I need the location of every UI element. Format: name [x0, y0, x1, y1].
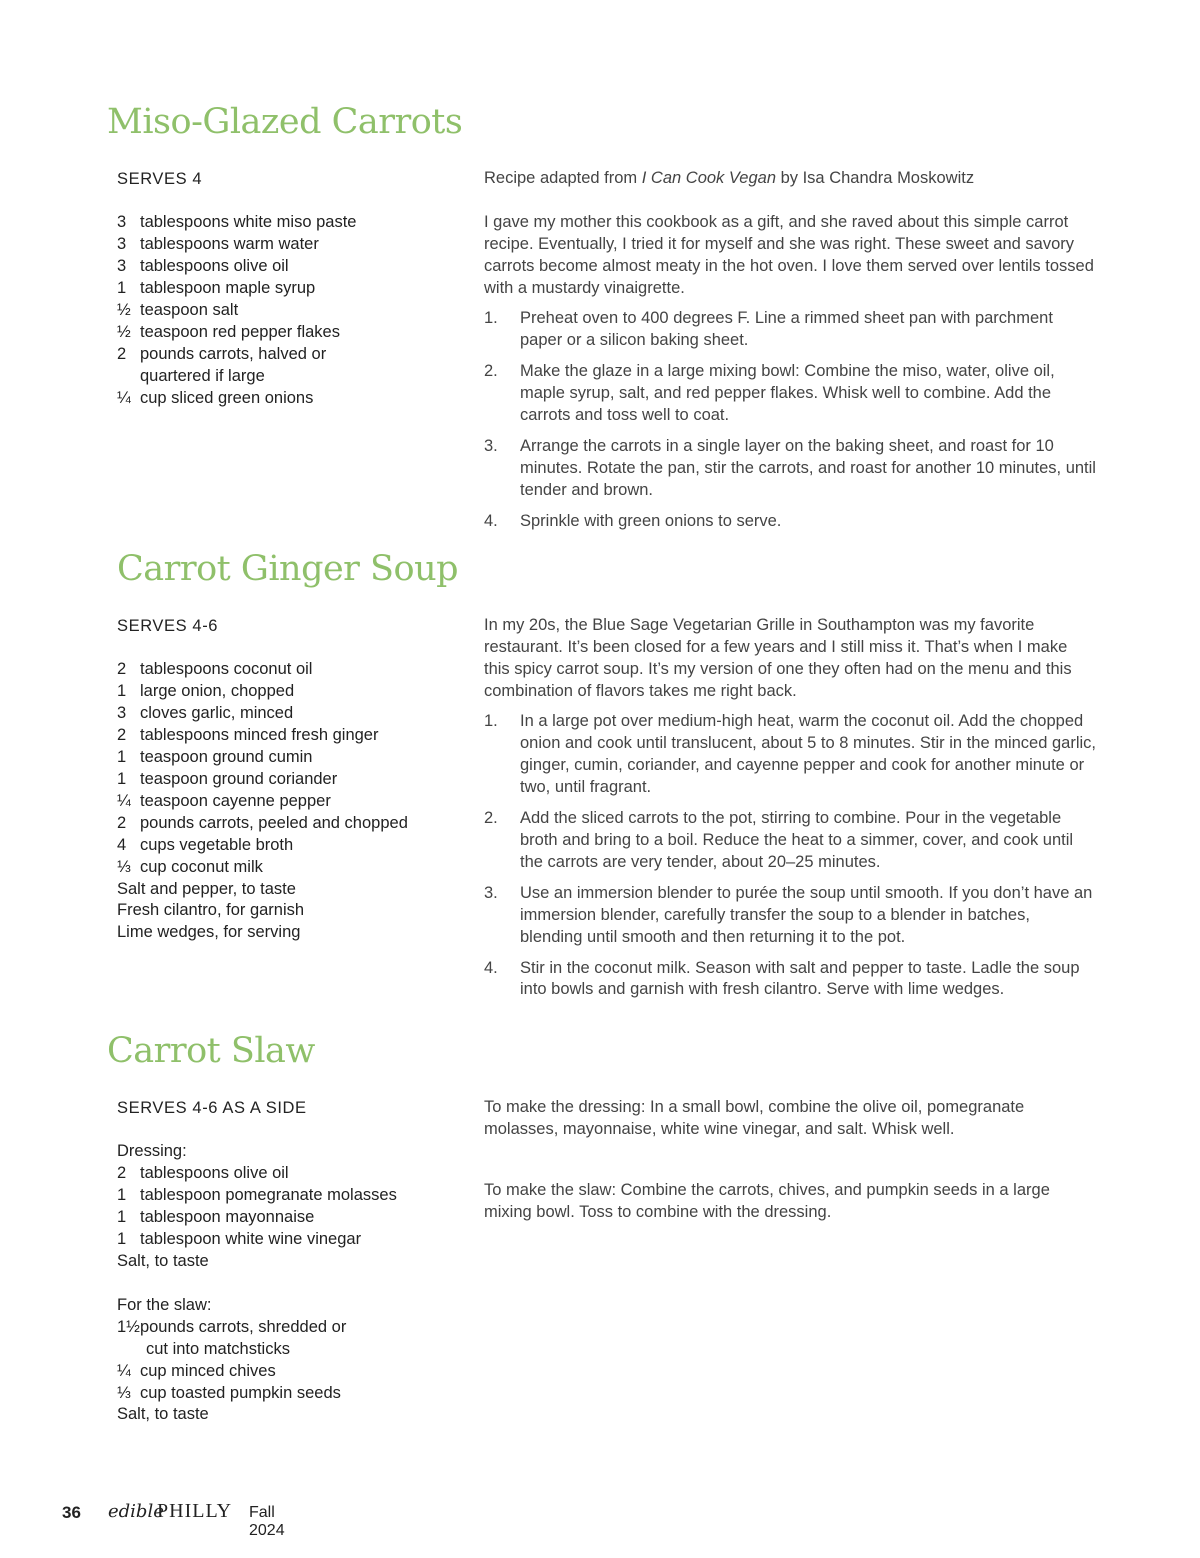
- recipe-steps: [484, 711, 1096, 1010]
- ingredient-item: ¼ cup minced chives: [117, 1361, 276, 1380]
- recipe-title: Carrot Slaw: [107, 1031, 315, 1071]
- ingredient-item: 1½ pounds carrots, shredded or: [117, 1317, 347, 1336]
- ingredient-item: ¼ teaspoon cayenne pepper: [117, 791, 331, 810]
- ingredient-item: Fresh cilantro, for garnish: [117, 901, 305, 920]
- step-item: 4. Stir in the coconut milk. Season with salt and pepper to taste. Ladle the soup into bowls and garnish with fresh cilantro. Serve with lime wedges.: [484, 958, 1080, 999]
- page-number: 36: [62, 1503, 81, 1522]
- step-item: 2. Add the sliced carrots to the pot, stirring to combine. Pour in the vegetable broth and bring to a boil. Reduce the heat to a simmer, cover, and cook until the carrots are very tender, about 20–25 minutes.: [484, 808, 1074, 871]
- ingredient-item: 2 tablespoons coconut oil: [117, 660, 313, 678]
- step-item: 2. Make the glaze in a large mixing bowl: Combine the miso, water, olive oil, maple syrup, salt, and red pepper flakes. Whisk well to combine. Add the carrots and toss well to coat.: [484, 361, 1055, 424]
- ingredient-item: ⅓ cup coconut milk: [117, 857, 263, 876]
- ingredient-item: 1 teaspoon ground cumin: [117, 747, 313, 766]
- recipe-title: Miso-Glazed Carrots: [107, 102, 463, 142]
- step-item: 4. Sprinkle with green onions to serve.: [484, 511, 782, 530]
- recipe-steps: [484, 308, 1096, 542]
- dressing-heading: Dressing:: [117, 1142, 187, 1160]
- serves-label: SERVES 4-6: [117, 617, 219, 635]
- slaw-heading: For the slaw:: [117, 1295, 212, 1314]
- ingredient-item: Salt, to taste: [117, 1251, 209, 1270]
- ingredient-item: 2 tablespoons olive oil: [117, 1163, 289, 1182]
- ingredient-item: 3 tablespoons olive oil: [117, 256, 289, 275]
- ingredient-item: 1 tablespoon pomegranate molasses: [117, 1185, 397, 1204]
- ingredient-item: ½ teaspoon red pepper flakes: [117, 322, 340, 341]
- recipe-intro: In my 20s, the Blue Sage Vegetarian Grille in Southampton was my favorite restaurant. It’s been closed for a few years and I still miss it. That’s when I make this spicy carrot soup. It’s my version of one they often had on the menu and this combination of flavors takes me right back.: [484, 616, 1072, 700]
- ingredient-item: 1 teaspoon ground coriander: [117, 769, 338, 788]
- ingredient-item: 2 pounds carrots, peeled and chopped: [117, 813, 408, 832]
- method-paragraph: To make the slaw: Combine the carrots, chives, and pumpkin seeds in a large mixing bowl. Toss to combine with the dressing.: [484, 1181, 1050, 1221]
- magazine-logo-philly: PHILLY: [157, 1500, 233, 1522]
- serves-label: SERVES 4-6 AS A SIDE: [117, 1099, 307, 1117]
- ingredient-item: 1 tablespoon white wine vinegar: [117, 1229, 362, 1248]
- ingredient-item: 1 tablespoon maple syrup: [117, 278, 316, 297]
- ingredient-item: 3 cloves garlic, minced: [117, 703, 294, 722]
- recipe-source: Recipe adapted from I Can Cook Vegan by Isa Chandra Moskowitz: [484, 169, 975, 187]
- ingredient-item: 1 large onion, chopped: [117, 681, 295, 700]
- step-item: 1. In a large pot over medium-high heat, warm the coconut oil. Add the chopped onion and cook until translucent, about 5 to 8 minutes. Stir in the minced garlic, ginger, cumin, coriander, and cayenne pepper and cook for another minute or two, until fragrant.: [484, 712, 1096, 796]
- ingredient-item: ½ teaspoon salt: [117, 300, 239, 319]
- serves-label: SERVES 4: [117, 170, 203, 188]
- ingredient-item: Salt and pepper, to taste: [117, 879, 296, 898]
- ingredient-item: 1 tablespoon mayonnaise: [117, 1207, 315, 1226]
- ingredient-item: 2 pounds carrots, halved or quartered if large: [117, 344, 327, 385]
- ingredient-list: [117, 659, 462, 944]
- method-paragraph: To make the dressing: In a small bowl, combine the olive oil, pomegranate molasses, mayonnaise, white wine vinegar, and salt. Whisk well.: [484, 1098, 1025, 1138]
- ingredient-item: 3 tablespoons white miso paste: [117, 213, 357, 231]
- ingredient-list: [117, 1141, 462, 1426]
- ingredient-item: Lime wedges, for serving: [117, 923, 301, 942]
- ingredient-item: ¼ cup sliced green onions: [117, 388, 314, 407]
- issue-label: Fall 2024: [249, 1504, 285, 1539]
- ingredient-item: 3 tablespoons warm water: [117, 234, 319, 253]
- recipe-intro: I gave my mother this cookbook as a gift, and she raved about this simple carrot recipe. Eventually, I tried it for myself and she was right. These sweet and savory carrots become almost meaty in the hot oven. I love them served over lentils tossed with a mustardy vinaigrette.: [484, 213, 1094, 297]
- ingredient-list: [117, 212, 462, 410]
- recipe-title: Carrot Ginger Soup: [117, 549, 459, 589]
- ingredient-item: Salt, to taste: [117, 1405, 209, 1424]
- step-item: 3. Use an immersion blender to purée the soup until smooth. If you don’t have an immersion blender, carefully transfer the soup to a blender in batches, blending until smooth and then returning it to the pot.: [484, 883, 1093, 946]
- book-title: I Can Cook Vegan: [641, 169, 776, 187]
- ingredient-item: 4 cups vegetable broth: [117, 835, 294, 854]
- ingredient-item: cut into matchsticks: [146, 1339, 290, 1358]
- ingredient-item: 2 tablespoons minced fresh ginger: [117, 725, 379, 744]
- magazine-logo-edible: edible: [108, 1501, 164, 1522]
- ingredient-item: ⅓ cup toasted pumpkin seeds: [117, 1383, 341, 1402]
- step-item: 3. Arrange the carrots in a single layer on the baking sheet, and roast for 10 minutes. Rotate the pan, stir the carrots, and roast for another 10 minutes, until tender and brown.: [484, 436, 1096, 499]
- step-item: 1. Preheat oven to 400 degrees F. Line a rimmed sheet pan with parchment paper or a silicon baking sheet.: [484, 309, 1053, 349]
